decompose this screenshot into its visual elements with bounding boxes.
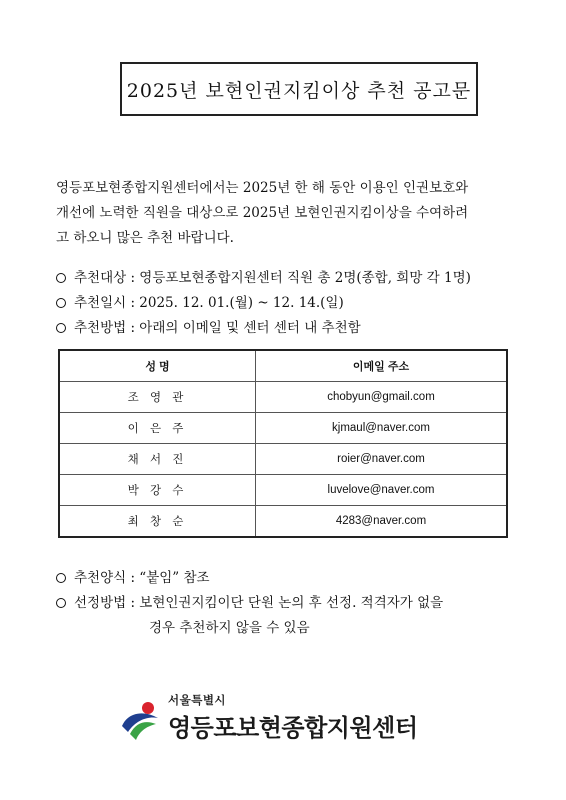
table-row [59, 506, 507, 538]
bullet-text: 추천일시 : 2025. 12. 01.(월) ~ 12. 14.(일) [74, 295, 344, 311]
intro-line: 개선에 노력한 직원을 대상으로 2025년 보현인권지킴이상을 수여하려 [56, 205, 469, 221]
table-row [59, 413, 507, 444]
bullet-text: 추천양식 : “붙임” 참조 [74, 570, 210, 586]
circle-bullet-icon [56, 323, 66, 333]
bullet-item [56, 566, 443, 591]
cell-email[interactable]: kjmaul@naver.com [256, 413, 508, 444]
table-row [59, 475, 507, 506]
cell-email[interactable]: 4283@naver.com [256, 506, 508, 538]
cell-name: 조 영 관 [59, 382, 256, 413]
bullet-item [56, 591, 443, 616]
bullet-text: 추천방법 : 아래의 이메일 및 센터 센터 내 추천함 [74, 320, 361, 336]
cell-email[interactable]: chobyun@gmail.com [256, 382, 508, 413]
circle-bullet-icon [56, 598, 66, 608]
intro-line: 고 하오니 많은 추천 바랍니다. [56, 230, 234, 246]
bullet-item [56, 291, 471, 316]
cell-email[interactable]: luvelove@naver.com [256, 475, 508, 506]
bullet-continuation: 경우 추천하지 않을 수 있음 [149, 620, 310, 636]
org-logo [118, 690, 448, 750]
intro-line: 영등포보현종합지원센터에서는 2025년 한 해 동안 이용인 인권보호와 [56, 180, 469, 196]
bullet-item [56, 266, 471, 291]
seoul-emblem-icon [118, 698, 162, 742]
circle-bullet-icon [56, 273, 66, 283]
bullet-list [56, 266, 471, 341]
table-row [59, 382, 507, 413]
circle-bullet-icon [56, 298, 66, 308]
circle-bullet-icon [56, 573, 66, 583]
cell-name: 최 창 순 [59, 506, 256, 538]
header-name: 성 명 [59, 350, 256, 382]
recommender-table [58, 349, 508, 538]
cell-name: 이 은 주 [59, 413, 256, 444]
logo-small-text: 서울특별시 [168, 693, 227, 707]
cell-email[interactable]: roier@naver.com [256, 444, 508, 475]
table-row [59, 444, 507, 475]
bullet-text: 선정방법 : 보현인권지킴이단 단원 논의 후 선정. 적격자가 없을 [74, 595, 444, 611]
table-header-row [59, 350, 507, 382]
bullet-item [56, 316, 471, 341]
page-title: 2025년 보현인권지킴이상 추천 공고문 [126, 79, 472, 102]
intro-paragraph [56, 176, 518, 251]
bottom-bullet-list [56, 566, 443, 641]
cell-name: 박 강 수 [59, 475, 256, 506]
header-email: 이메일 주소 [256, 350, 508, 382]
title-box [120, 62, 478, 116]
logo-org-name: 영등포보현종합지원센터 [168, 714, 418, 742]
cell-name: 채 서 진 [59, 444, 256, 475]
bullet-text: 추천대상 : 영등포보현종합지원센터 직원 총 2명(종합, 희망 각 1명) [74, 270, 471, 286]
